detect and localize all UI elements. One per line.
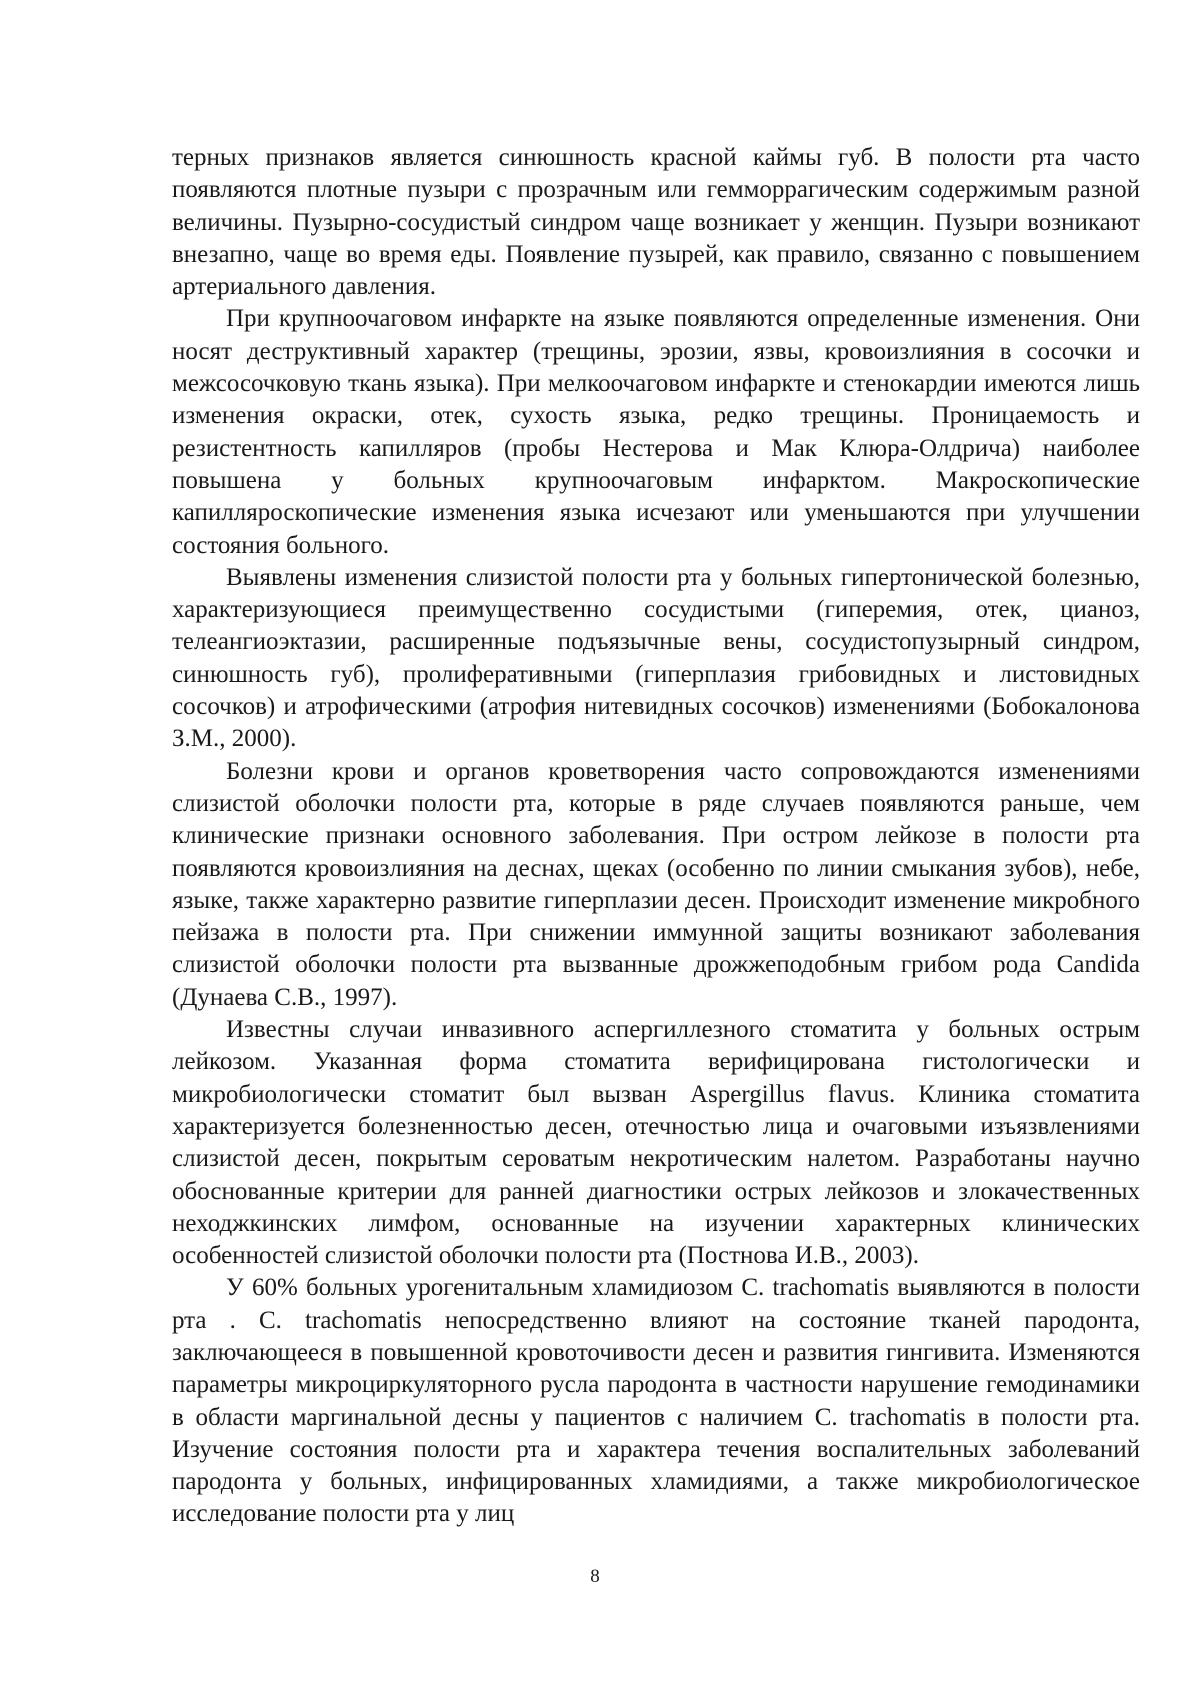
paragraph-infarction: При крупноочаговом инфаркте на языке появляются определенные изменения. Они носят деструктивный характер (трещины, эрозии, язвы, кровоизлияния в сосочки и межсосочковую ткань языка). При мелкоочаговом инфаркте и стенокардии имеются лишь изменения окраски, отек, сухость языка, редко трещины. Проницаемость и резистентность капилляров (пробы Нестерова и Мак Клюра-Олдрича) наиболее повышена у больных крупноочаговым инфарктом. Макроскопические капилляроскопические изменения языка исчезают или уменьшаются при улучшении состояния больного. — [172, 305, 1140, 559]
page-number: 8 — [590, 1566, 600, 1587]
paragraph-aspergillosis: Известны случаи инвазивного аспергиллезного стоматита у больных острым лейкозом. Указанная форма стоматита верифицирована гистологически и микробиологически стоматит был вызван Aspergillus flavus. Клиника стоматита характеризуется болезненностью десен, отечностью лица и очаговыми изъязвлениями слизистой десен, покрытым сероватым некротическим налетом. Разработаны научно обоснованные критерии для ранней диагностики острых лейкозов и злокачественных неходжкинских лимфом, основанные на изучении характерных клинических особенностей слизистой оболочки полости рта (Постнова И.В., 2003). — [172, 1016, 1140, 1270]
paragraph-chlamydia: У 60% больных урогенитальным хламидиозом C. trachomatis выявляются в полости рта . C. trachomatis непосредственно влияют на состояние тканей пародонта, заключающееся в повышенной кровоточивости десен и развития гингивита. Изменяются параметры микроциркуляторного русла пародонта в частности нарушение гемодинамики в области маргинальной десны у пациентов с наличием C. trachomatis в полости рта. Изучение состояния полости рта и характера течения воспалительных заболеваний пародонта у больных, инфицированных хламидиями, а также микробиологическое исследование полости рта у лиц — [172, 1274, 1140, 1528]
paragraph-hypertension: Выявлены изменения слизистой полости рта у больных гипертонической болезнью, характеризующиеся преимущественно сосудистыми (гиперемия, отек, цианоз, телеангиоэктазии, расширенные подъязычные вены, сосудистопузырный синдром, синюшность губ), пролиферативными (гиперплазия грибовидных и листовидных сосочков) и атрофическими (атрофия нитевидных сосочков) изменениями (Бобокалонова З.М., 2000). — [172, 563, 1140, 753]
paragraph-continuation: терных признаков является синюшность красной каймы губ. В полости рта часто появляются плотные пузыри с прозрачным или гемморрагическим содержимым разной величины. Пузырно-сосудистый синдром чаще возникает у женщин. Пузыри возникают внезапно, чаще во время еды. Появление пузырей, как правило, связанно с повышением артериального давления. — [172, 144, 1140, 301]
paragraph-blood-diseases: Болезни крови и органов кроветворения часто сопровождаются изменениями слизистой оболочки полости рта, которые в ряде случаев появляются раньше, чем клинические признаки основного заболевания. При остром лейкозе в полости рта появляются кровоизлияния на деснах, щеках (особенно по линии смыкания зубов), небе, языке, также характерно развитие гиперплазии десен. Происходит изменение микробного пейзажа в полости рта. При снижении иммунной защиты возникают заболевания слизистой оболочки полости рта вызванные дрожжеподобным грибом рода Candida (Дунаева С.В., 1997). — [172, 757, 1140, 1011]
body-text — [172, 142, 1140, 1531]
